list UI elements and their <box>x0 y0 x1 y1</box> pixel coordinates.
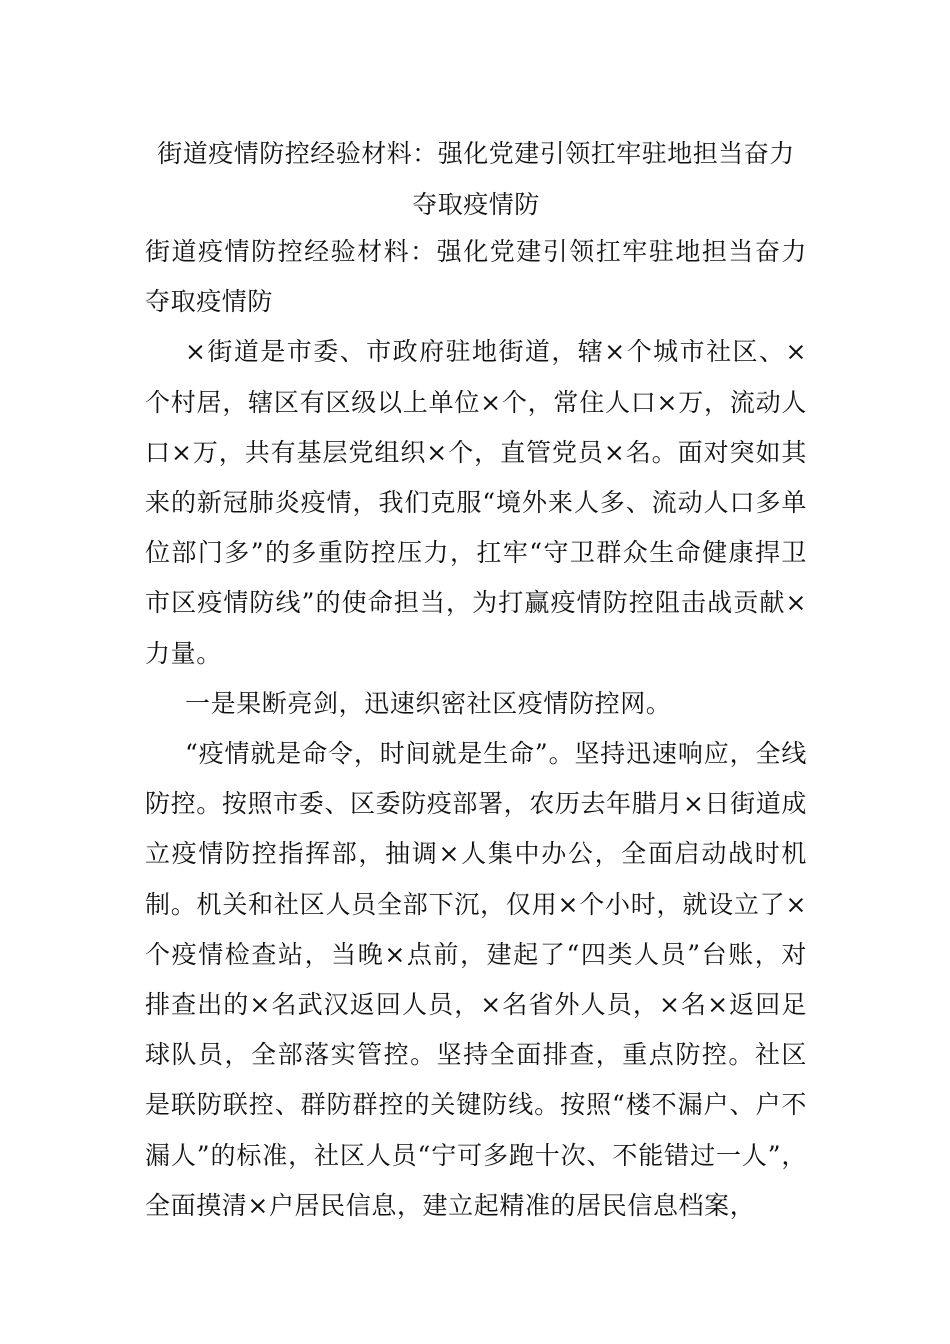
paragraph-section-one: “疫情就是命令，时间就是生命”。坚持迅速响应，全线防控。按照市委、区委防疫部署，农历去年腊月×日街道成立疫情防控指挥部，抽调×人集中办公，全面启动战时机制。机关和社区人员全部下沉，仅用×个小时，就设立了×个疫情检查站，当晚×点前，建起了“四类人员”台账，对排查出的×名武汉返回人员，×名省外人员，×名×返回足球队员，全部落实管控。坚持全面排查，重点防控。社区是联防联控、群防群控的关键防线。按照“楼不漏户、户不漏人”的标准，社区人员“宁可多跑十次、不能错过一人”，全面摸清×户居民信息，建立起精准的居民信息档案， <box>145 739 807 1220</box>
section-heading-one: 一是果断亮剑，迅速织密社区疫情防控网。 <box>185 688 672 718</box>
document-body <box>145 227 807 1231</box>
document-title: 街道疫情防控经验材料：强化党建引领扛牢驻地担当奋力夺取疫情防 <box>157 139 795 219</box>
paragraph-intro: ×街道是市委、市政府驻地街道，辖×个城市社区、×个村居，辖区有区级以上单位×个，常住人口×万，流动人口×万，共有基层党组织×个，直管党员×名。面对突如其来的新冠肺炎疫情，我们克服“境外来人多、流动人口多单位部门多”的多重防控压力，扛牢“守卫群众生命健康捍卫市区疫情防线”的使命担当，为打赢疫情防控阻击战贡献×力量。 <box>145 337 807 668</box>
document-subtitle: 街道疫情防控经验材料：强化党建引领扛牢驻地担当奋力夺取疫情防 <box>145 237 807 317</box>
